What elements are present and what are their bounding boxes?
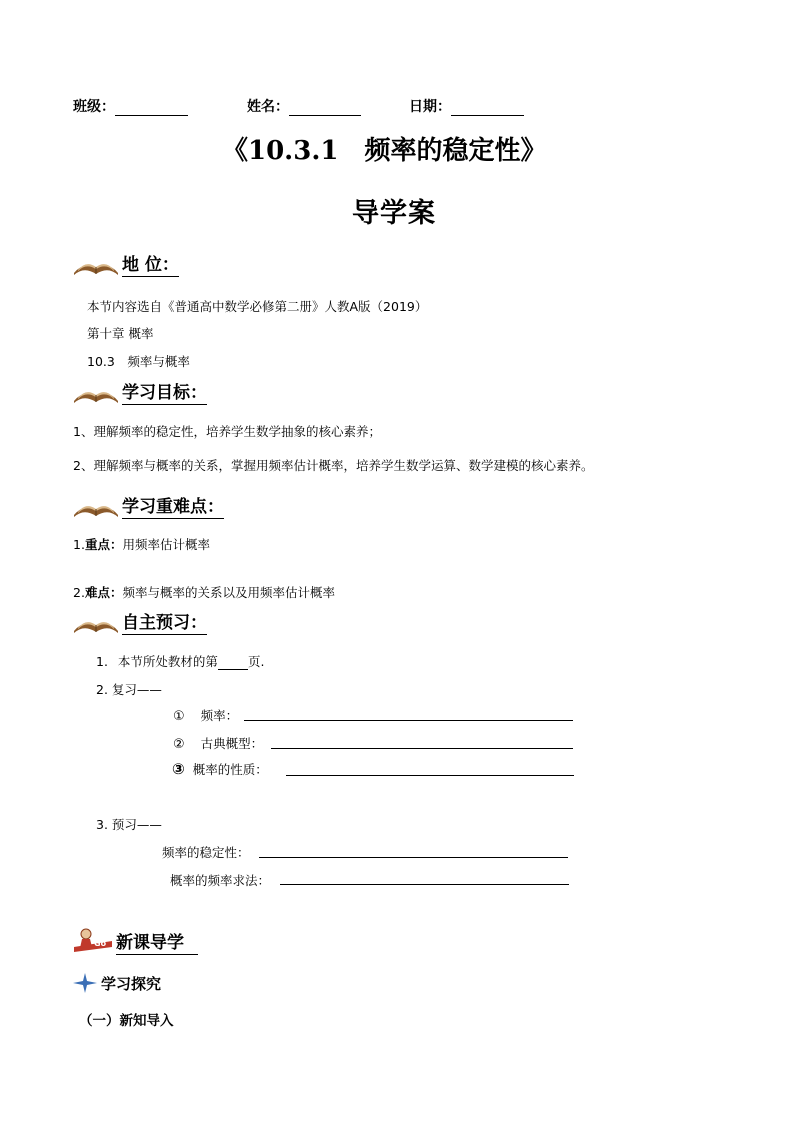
new-lesson-label: 新课导学 bbox=[116, 933, 198, 955]
date-label: 日期： bbox=[409, 99, 451, 115]
preview-item-1 bbox=[96, 652, 264, 670]
difficulty-point bbox=[73, 583, 335, 601]
open-book-icon bbox=[72, 255, 120, 277]
position-line-1: 本节内容选自《普通高中数学必修第二册》人教A版（2019） bbox=[87, 299, 428, 314]
date-field bbox=[409, 96, 524, 116]
new-lesson-heading bbox=[72, 925, 198, 955]
review-label-3: 概率的性质： bbox=[192, 762, 268, 777]
key-point bbox=[73, 535, 210, 553]
open-book-icon bbox=[72, 383, 120, 405]
document-title: 《10.3.1 频率的稳定性》 bbox=[222, 136, 547, 166]
key-points-heading-label: 学习重难点： bbox=[122, 497, 224, 517]
preview-item-2: 2. 复习—— bbox=[96, 682, 162, 697]
star-sparkle-icon bbox=[72, 972, 98, 994]
position-line-2: 第十章 概率 bbox=[87, 326, 154, 341]
review-item-1 bbox=[173, 706, 238, 724]
class-field bbox=[73, 96, 188, 116]
name-label: 姓名： bbox=[247, 99, 289, 115]
review-marker-2: ② bbox=[173, 737, 185, 752]
open-book-icon bbox=[72, 497, 120, 519]
review-label-1: 频率： bbox=[200, 708, 239, 723]
part-one-heading: （一）新知导入 bbox=[79, 1013, 174, 1029]
key-point-text: 用频率估计概率 bbox=[122, 537, 210, 552]
frequency-answer-line[interactable] bbox=[244, 720, 573, 721]
name-field bbox=[247, 96, 361, 116]
review-item-3 bbox=[172, 760, 268, 778]
date-blank[interactable] bbox=[451, 99, 524, 116]
preview-item-1-prefix: 1. bbox=[96, 654, 108, 669]
key-point-prefix: 1. bbox=[73, 537, 85, 552]
document-subtitle: 导学案 bbox=[352, 198, 436, 229]
svg-text:Go: Go bbox=[94, 939, 107, 948]
position-line-3: 10.3 频率与概率 bbox=[87, 354, 190, 369]
probability-properties-answer-line[interactable] bbox=[286, 775, 574, 776]
class-label: 班级： bbox=[73, 99, 115, 115]
objectives-heading bbox=[72, 383, 207, 405]
frequency-method-answer-line[interactable] bbox=[280, 884, 569, 885]
preview-heading-label: 自主预习： bbox=[122, 613, 207, 633]
position-heading bbox=[72, 255, 179, 277]
classical-model-answer-line[interactable] bbox=[271, 748, 573, 749]
preview-item-1-before: 本节所处教材的第 bbox=[117, 654, 218, 669]
page-number-blank[interactable] bbox=[218, 655, 248, 670]
difficulty-label: 难点： bbox=[84, 585, 123, 600]
preview-sub-2: 概率的频率求法： bbox=[170, 873, 271, 888]
key-point-label: 重点： bbox=[84, 537, 123, 552]
difficulty-prefix: 2. bbox=[73, 585, 85, 600]
review-label-2: 古典概型： bbox=[200, 736, 264, 751]
key-points-heading bbox=[72, 497, 224, 519]
difficulty-text: 频率与概率的关系以及用频率估计概率 bbox=[122, 585, 335, 600]
review-item-2 bbox=[173, 734, 263, 752]
study-explore-label: 学习探究 bbox=[101, 974, 162, 993]
preview-sub-1: 频率的稳定性： bbox=[162, 845, 250, 860]
objective-item-1: 1、理解频率的稳定性，培养学生数学抽象的核心素养； bbox=[73, 424, 381, 439]
review-marker-3: ③ bbox=[172, 760, 185, 778]
teacher-logo-icon bbox=[72, 925, 114, 955]
position-heading-label: 地 位： bbox=[122, 255, 179, 275]
stability-answer-line[interactable] bbox=[259, 857, 568, 858]
objective-item-2: 2、理解频率与概率的关系，掌握用频率估计概率，培养学生数学运算、数学建模的核心素养。 bbox=[73, 458, 594, 473]
preview-item-1-after: 页. bbox=[247, 654, 265, 669]
class-blank[interactable] bbox=[115, 99, 188, 116]
preview-heading bbox=[72, 613, 207, 635]
study-explore-heading bbox=[72, 972, 161, 994]
name-blank[interactable] bbox=[289, 99, 361, 116]
preview-item-3: 3. 预习—— bbox=[96, 817, 162, 832]
objectives-heading-label: 学习目标： bbox=[122, 383, 207, 403]
review-marker-1: ① bbox=[173, 709, 185, 724]
open-book-icon bbox=[72, 613, 120, 635]
